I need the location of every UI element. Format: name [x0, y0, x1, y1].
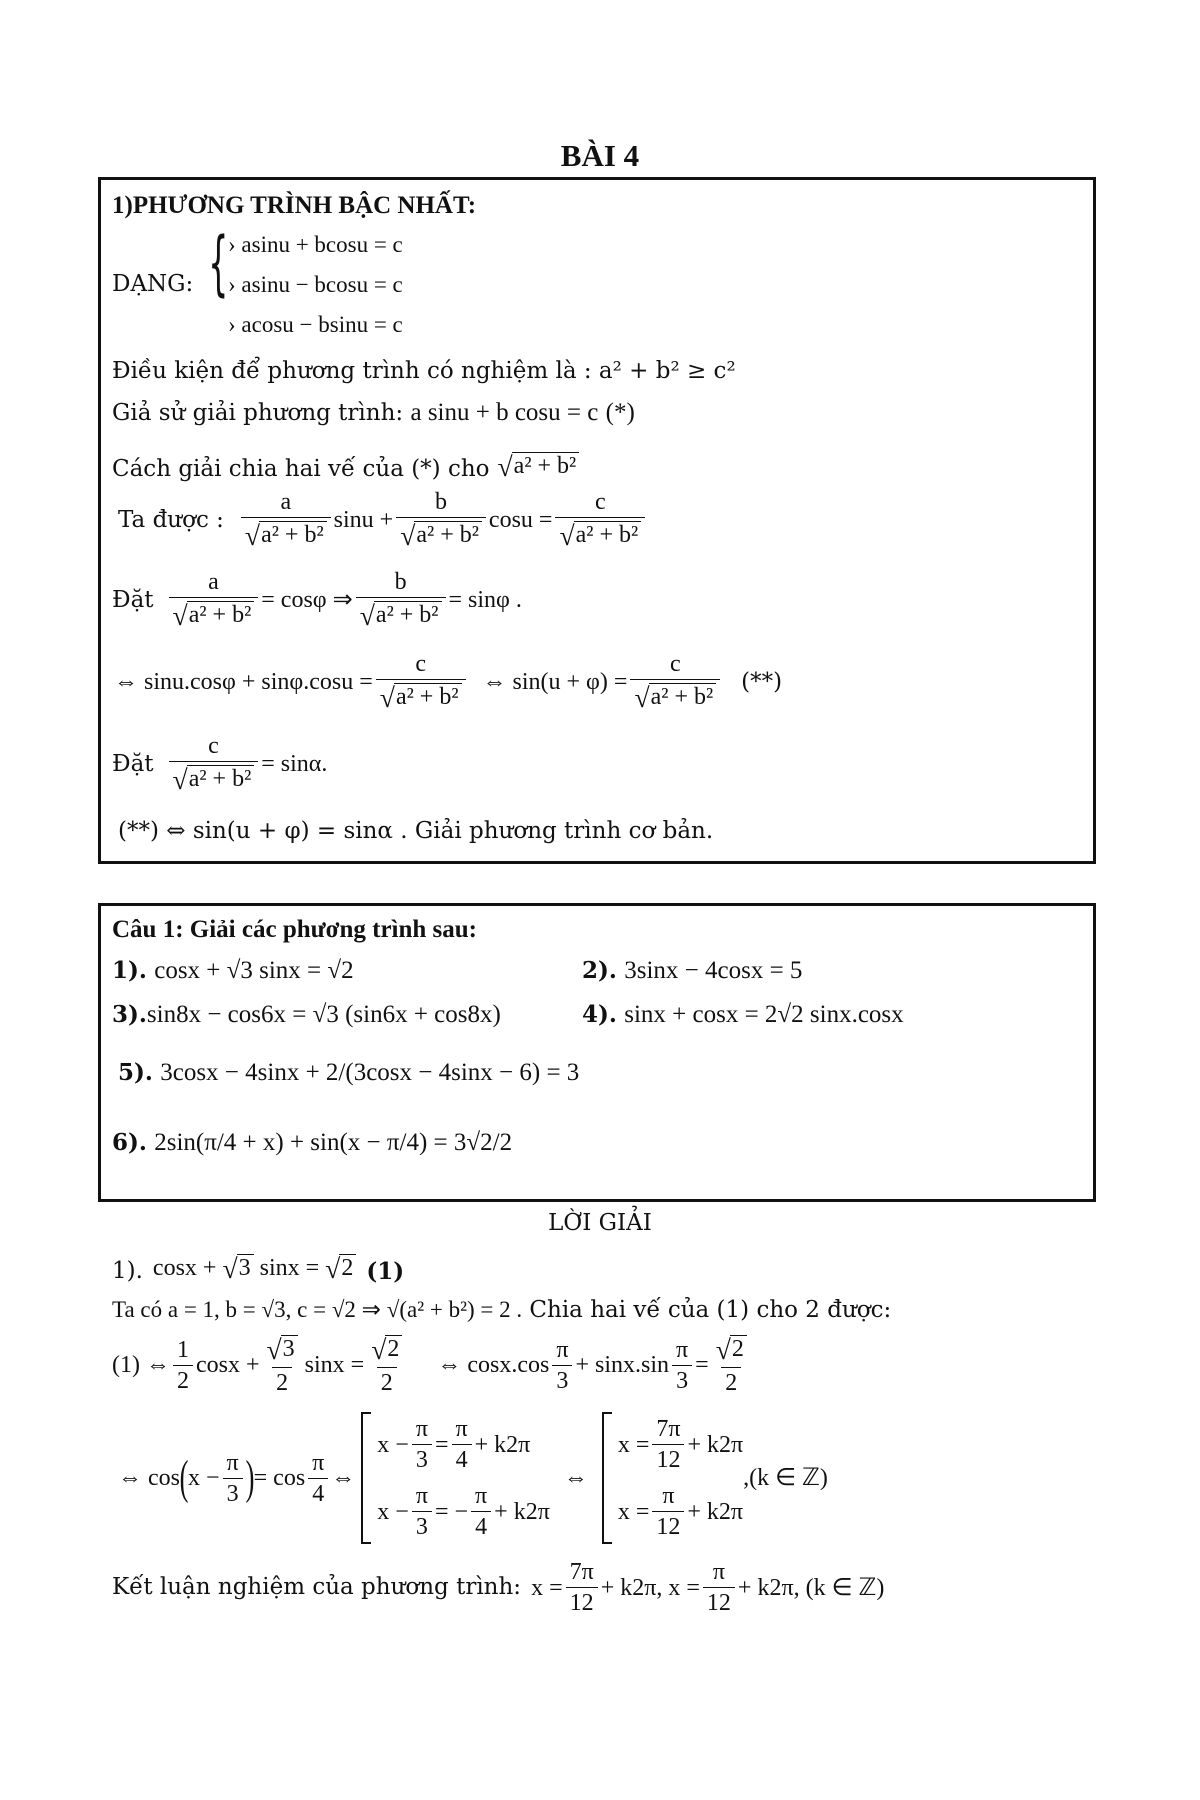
exercise-2: 2). 3sinx − 4cosx = 5: [582, 957, 803, 984]
brace-icon: {: [208, 222, 229, 304]
exercise-6: 6). 2sin(π/4 + x) + sin(x − π/4) = 3√2/2: [112, 1129, 513, 1156]
suppose-label: Giả sử giải phương trình:: [112, 400, 404, 426]
dat-equation-1: a √ a² + b² = cosφ ⇒ b √ a² + b² = sinφ .: [166, 570, 522, 630]
ta-duoc-label: Ta được :: [118, 506, 224, 533]
suppose-text: [112, 400, 635, 425]
equivalence-equation: ⇔ sinu.cosφ + sinφ.cosu = c √ a² + b² ⇔ sin(u + φ) = c √ a² + b²: [114, 652, 723, 712]
tag-double-star: (**): [741, 668, 783, 695]
form-2: › asinu − bcosu = c: [228, 272, 403, 297]
dat-line-2: [112, 734, 327, 794]
condition-text: Điều kiện để phương trình có nghiệm là : a² + b² ≥ c²: [112, 358, 736, 384]
suppose-equation: a sinu + b cosu = c: [410, 399, 599, 426]
k-condition: ,(k ∈ ℤ): [743, 1465, 828, 1491]
exercise-1: 1). cosx + √3 sinx = √2: [112, 957, 354, 984]
method-root: √ a² + b²: [498, 452, 580, 481]
form-1: › asinu + bcosu = c: [228, 232, 403, 257]
dat-line-1: [112, 570, 522, 630]
equivalence-line: [114, 652, 782, 712]
theory-heading: 1)PHƯƠNG TRÌNH BẬC NHẤT:: [112, 192, 477, 219]
form-3: › acosu − bsinu = c: [228, 312, 403, 337]
method-label: Cách giải chia hai vế của (*) cho: [112, 455, 490, 482]
dat-equation-2: c √ a² + b² = sinα.: [166, 734, 328, 794]
suppose-tag: (*): [605, 399, 635, 426]
solution-problem: 1). cosx + √ 3 sinx = √ 2 (1): [112, 1253, 405, 1285]
solution-heading: LỜI GIẢI: [548, 1210, 652, 1236]
solution-conclusion: Kết luận nghiệm của phương trình: x = $\frac{7\pi}{12}$ + k2π, x = $\frac{\pi}{12}$ + k2π, (k ∈ ℤ): [112, 1559, 885, 1616]
exercise-heading: Câu 1: Giải các phương trình sau:: [112, 916, 478, 943]
dat-label-2: Đặt: [112, 750, 154, 777]
exercise-5: 5). 3cosx − 4sinx + 2/(3cosx − 4sinx − 6) = 3: [118, 1059, 580, 1086]
page-title: BÀI 4: [560, 138, 640, 173]
solution-given: Ta có a = 1, b = √3, c = √2 ⇒ √(a² + b²) = 2 . Chia hai vế của (1) cho 2 được:: [112, 1297, 892, 1323]
solution-step-2: ⇔ cos ( x − $\frac{\pi}{3}$ ) = cos $\frac{\pi}{4}$ ⇔ x − $\frac{\pi}{3}$ = $\frac{\pi}{4}$ + k2π x − $\frac{\pi}{3}$ = − $\frac{\pi}{4}$ + k2π ⇔ x = $\frac{7\pi}{12}$ + k2π x = $\frac{\pi}{12}$ + k2π ,(k ∈ ℤ): [118, 1412, 828, 1544]
solution-step-1: (1) ⇔ $\frac{1}{2}$ cosx + √ 3 2 sinx = √ 2 2 ⇔ cosx.cos $\frac{\pi}{3}$ + sinx.sin $\frac{\pi}{3}$ = √ 2 2: [112, 1335, 754, 1395]
dang-label: DẠNG:: [112, 271, 194, 297]
dat-label-1: Đặt: [112, 586, 154, 613]
method-text: [112, 452, 579, 481]
exercise-3: 3).sin8x − cos6x = √3 (sin6x + cos8x): [112, 1001, 501, 1028]
final-step: (**) ⇔ sin(u + φ) = sinα . Giải phương trình cơ bản.: [118, 818, 714, 844]
ta-duoc-equation: a √ a² + b² sinu + b √ a² + b² cosu = c √ a² + b²: [238, 490, 648, 550]
exercise-4: 4). sinx + cosx = 2√2 sinx.cosx: [582, 1001, 904, 1028]
exercise-box: [98, 903, 1096, 1202]
ta-duoc-line: [118, 490, 648, 550]
